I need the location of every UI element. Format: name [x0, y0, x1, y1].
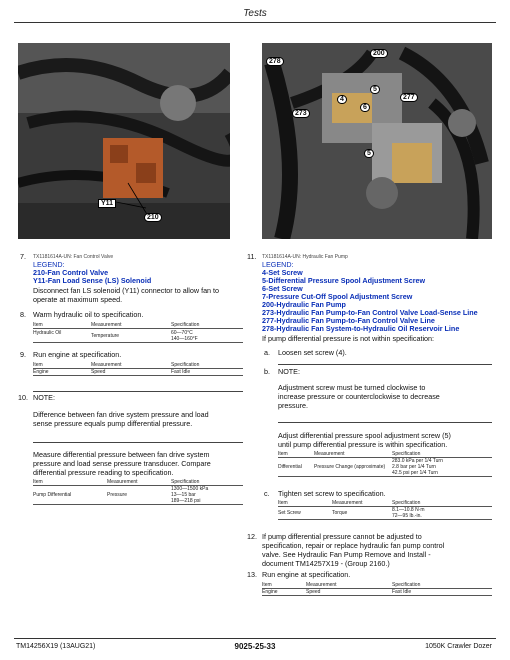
table-cell: Torque	[332, 509, 348, 516]
step-11-text: If pump differential pressure is not within specification:	[262, 334, 435, 343]
footer-machine-name: 1050K Crawler Dozer	[425, 643, 492, 650]
table-header: Specification	[392, 500, 421, 506]
step-12-text-line: specification, repair or replace hydraulic fan pump control	[262, 541, 445, 550]
table-cell: 60—70°C	[171, 329, 193, 336]
table-header: Item	[278, 451, 288, 457]
callout-278: 278	[266, 57, 284, 66]
table-cell: Differential	[278, 463, 302, 470]
step-12-text-line: document TM14257X19 - (Group 2160.)	[262, 559, 390, 568]
table-header: Specification	[171, 322, 200, 328]
table-cell: Fast Idle	[392, 588, 412, 595]
sub-c-letter: c.	[264, 489, 270, 498]
sub-a-letter: a.	[264, 348, 270, 357]
step-11-legend-item: 273-Hydraulic Fan Pump-to-Fan Control Valve Load-Sense Line	[262, 308, 478, 317]
table-header: Specification	[392, 451, 421, 457]
table-cell: Temperature	[91, 332, 120, 339]
step-9-spec-table	[33, 362, 243, 375]
step-11-legend-item: 6-Set Screw	[262, 284, 303, 293]
table-header: Measurement	[306, 582, 337, 588]
step-12-text-line: valve. See Hydraulic Fan Pump Remove and Install -	[262, 550, 431, 559]
callout-200: 200	[370, 49, 388, 58]
table-cell: 189—218 psi	[171, 498, 201, 505]
table-header: Item	[278, 500, 288, 506]
step-12-number: 12.	[247, 532, 257, 541]
table-header: Specification	[171, 479, 200, 485]
step-11-legend-item: 200-Hydraulic Fan Pump	[262, 300, 346, 309]
table-header: Item	[33, 322, 43, 328]
sub-b-note-line: pressure.	[278, 401, 308, 410]
header-rule	[14, 22, 496, 23]
table-cell: Hydraulic Oil	[33, 329, 62, 336]
sub-c-spec-table	[278, 500, 492, 520]
fan-control-valve-photo	[18, 43, 230, 239]
table-header: Item	[33, 362, 43, 368]
hydraulic-fan-pump-photo	[262, 43, 492, 239]
table-cell: Set Screw	[278, 509, 301, 516]
step-12-text-line: If pump differential pressure cannot be adjusted to	[262, 532, 422, 541]
table-header: Measurement	[107, 479, 138, 485]
sub-b-note-line: increase pressure or counterclockwise to decrease	[278, 392, 440, 401]
step-10-text-line: Measure differential pressure between fan drive system	[33, 450, 210, 459]
sub-b-note-label: NOTE:	[278, 367, 300, 376]
callout-277: 277	[400, 93, 418, 102]
table-cell: Engine	[262, 588, 278, 595]
table-cell: Pressure	[107, 491, 128, 498]
sub-b-note-line: Adjustment screw must be turned clockwise to	[278, 383, 426, 392]
step-11-figure-caption: TX1181614A-UN: Hydraulic Fan Pump	[262, 254, 348, 260]
footer-rule	[14, 638, 496, 639]
step-11-legend-label: LEGEND:	[262, 260, 294, 269]
step-7-text-line: Disconnect fan LS solenoid (Y11) connector to allow fan to	[33, 286, 220, 295]
step-13-spec-table	[262, 582, 492, 595]
table-cell: Fast Idle	[171, 368, 191, 375]
table-cell: 140—160°F	[171, 335, 198, 342]
step-13-text: Run engine at specification.	[262, 570, 351, 579]
step-9-text: Run engine at specification.	[33, 350, 122, 359]
step-7-figure-caption: TX1181614A-UN: Fan Control Valve	[33, 254, 114, 260]
footer-page-number: 9025-25-33	[234, 642, 276, 651]
table-header: Item	[33, 479, 43, 485]
table-cell: Speed	[91, 368, 106, 375]
table-cell: 42.5 psi per 1/4 Turn	[392, 470, 438, 477]
table-cell: Speed	[306, 588, 321, 595]
step-9-number: 9.	[20, 350, 26, 359]
table-header: Measurement	[91, 322, 122, 328]
table-cell: 2.8 bar per 1/4 Turn	[392, 463, 436, 470]
step-10-note-line: sense pressure equals pump differential pressure.	[33, 419, 193, 428]
step-10-text-line: differential pressure reading to specification.	[33, 468, 174, 477]
table-cell: 8.1—10.8 N·m	[392, 506, 425, 513]
table-cell: Engine	[33, 368, 49, 375]
table-header: Specification	[171, 362, 200, 368]
step-11-legend-item: 7-Pressure Cut-Off Spool Adjustment Screw	[262, 292, 413, 301]
table-cell: 283.0 kPa per 1/4 Turn	[392, 457, 443, 464]
callout-273: 273	[292, 109, 310, 118]
step-10-text-line: pressure and load sense pressure transducer. Compare	[33, 459, 211, 468]
step-11-legend-item: 278-Hydraulic Fan System-to-Hydraulic Oil Reservoir Line	[262, 324, 460, 333]
step-10-note-line: Difference between fan drive system pressure and load	[33, 410, 209, 419]
sub-b-text-line: Adjust differential pressure spool adjustment screw (5)	[278, 431, 451, 440]
table-cell: 13—15 bar	[171, 491, 196, 498]
callout-210: 210	[144, 213, 162, 222]
sub-b-text-line: until pump differential pressure is within specification.	[278, 440, 448, 449]
table-header: Measurement	[91, 362, 122, 368]
table-header: Measurement	[314, 451, 345, 457]
step-10-number: 10.	[18, 393, 28, 402]
step-11-legend-item: 277-Hydraulic Fan Pump-to-Fan Control Valve Line	[262, 316, 435, 325]
callout-y11: Y11	[98, 199, 116, 208]
step-7-number: 7.	[20, 252, 26, 261]
step-8-spec-table	[33, 322, 243, 343]
table-header: Measurement	[332, 500, 363, 506]
step-11-legend-item: 4-Set Screw	[262, 268, 303, 277]
step-11-legend-item: 5-Differential Pressure Spool Adjustment Screw	[262, 276, 426, 285]
callout-6: 6	[360, 103, 370, 112]
table-cell: 1300—1500 kPa	[171, 485, 209, 492]
step-8-text: Warm hydraulic oil to specification.	[33, 310, 144, 319]
sub-b-letter: b.	[264, 367, 270, 376]
step-7-text-line: operate at maximum speed.	[33, 295, 123, 304]
step-7-legend-label: LEGEND:	[33, 260, 65, 269]
callout-5-top: 5	[370, 85, 380, 94]
step-7-legend-item: 210-Fan Control Valve	[33, 268, 109, 277]
table-header: Item	[262, 582, 272, 588]
sub-b-spec-table	[278, 451, 492, 477]
step-13-number: 13.	[247, 570, 257, 579]
sub-c-text: Tighten set screw to specification.	[278, 489, 386, 498]
callout-4: 4	[337, 95, 347, 104]
page-header-title: Tests	[243, 8, 267, 19]
step-11-number: 11.	[247, 252, 257, 261]
table-cell: Pressure Change (approximate)	[314, 463, 386, 470]
step-7-legend-item: Y11-Fan Load Sense (LS) Solenoid	[33, 276, 152, 285]
callout-5-bottom: 5	[364, 149, 374, 158]
table-cell: 72—95 lb.-in.	[392, 512, 422, 519]
table-header: Specification	[392, 582, 421, 588]
table-cell: Pump Differential	[33, 491, 72, 498]
step-10-spec-table	[33, 479, 243, 505]
footer-doc-id: TM14256X19 (13AUG21)	[16, 643, 96, 650]
step-8-number: 8.	[20, 310, 26, 319]
sub-a-text: Loosen set screw (4).	[278, 348, 347, 357]
step-10-note-label: NOTE:	[33, 393, 55, 402]
